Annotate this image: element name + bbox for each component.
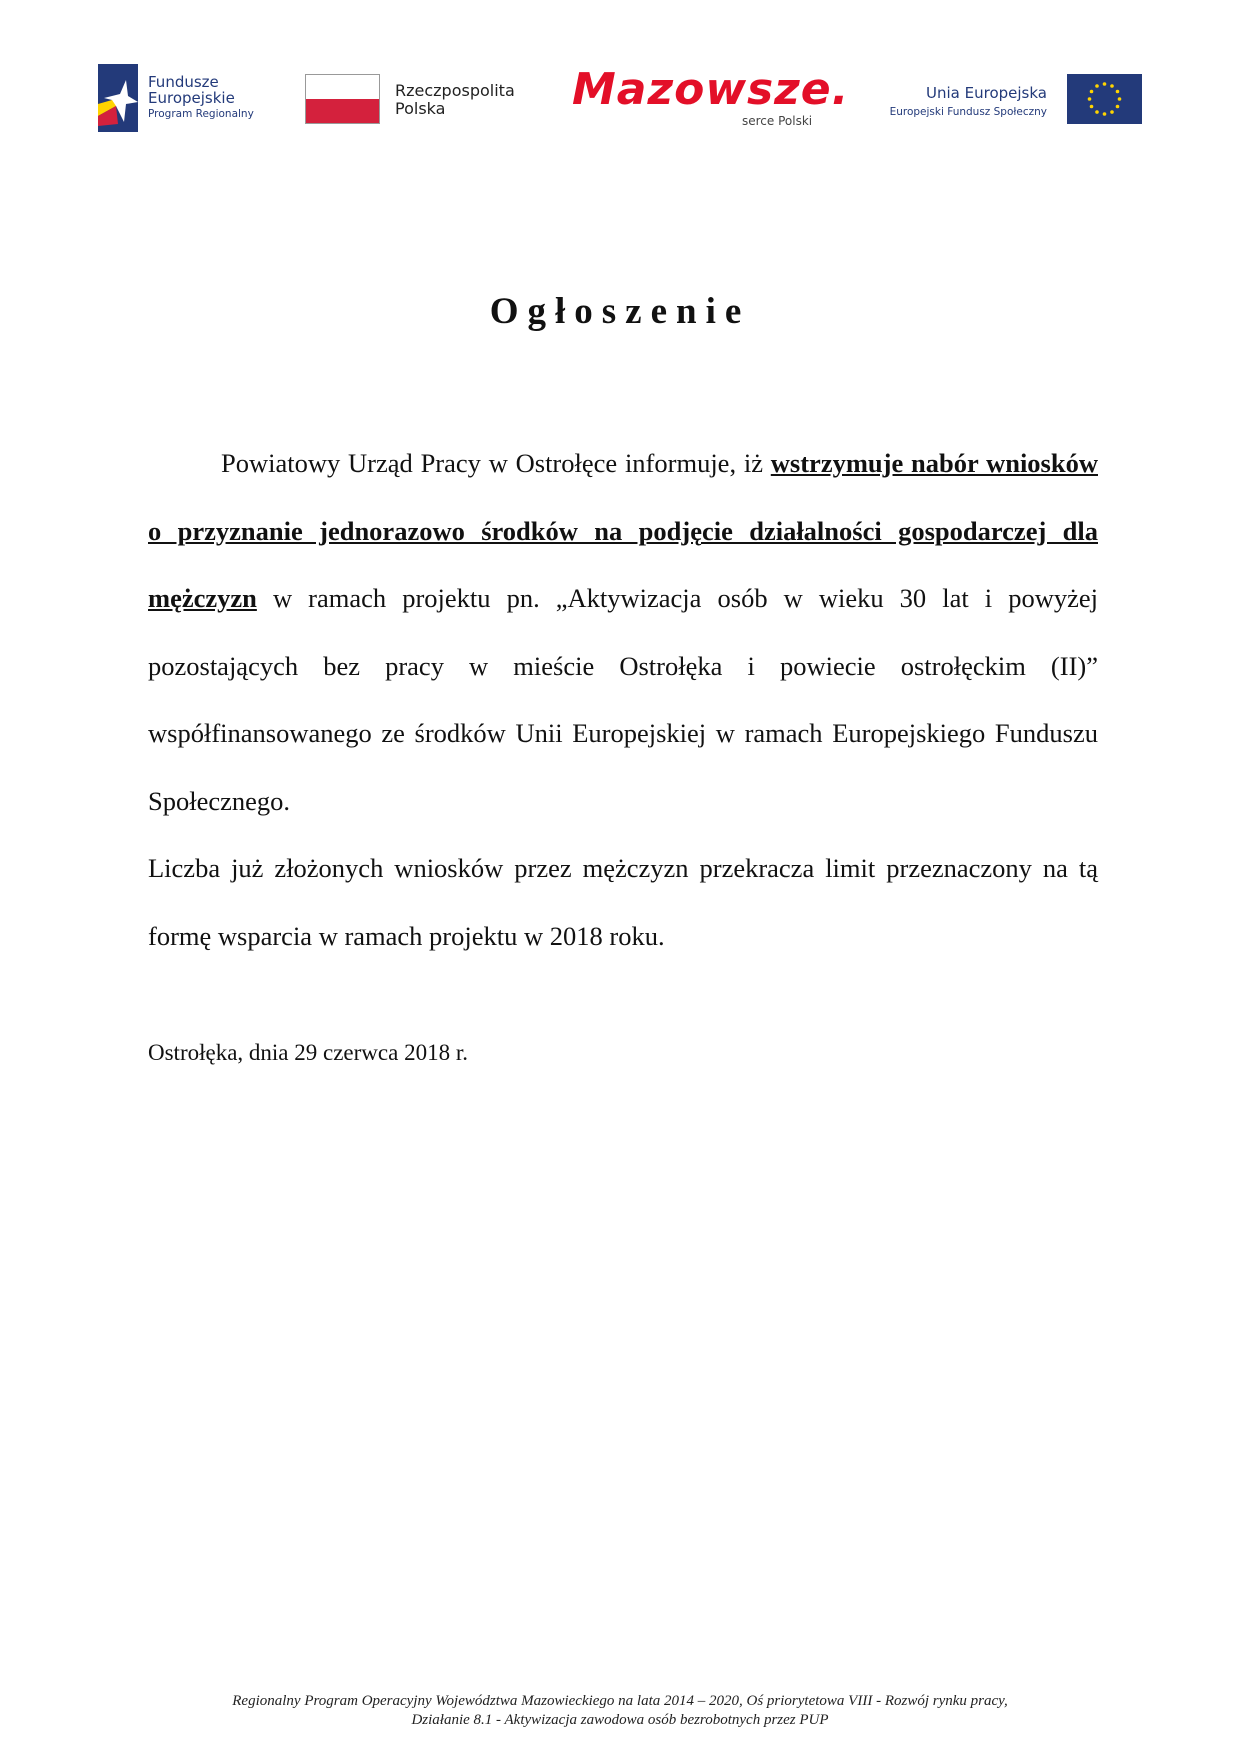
- mazowsze-logo: [572, 64, 850, 140]
- logo-bar: [0, 62, 1240, 142]
- eu-star-icon: [1088, 97, 1092, 101]
- footer-line1: Regionalny Program Operacyjny Województwa Mazowieckiego na lata 2014 – 2020, Oś priorytetowa VIII - Rozwój rynku pracy,: [232, 1693, 1008, 1709]
- fundusze-line1: Fundusze: [148, 73, 219, 91]
- paragraph-1: [148, 430, 1098, 835]
- eu-star-icon: [1095, 110, 1099, 114]
- eu-star-icon: [1116, 90, 1120, 94]
- fundusze-line3: Program Regionalny: [148, 108, 254, 120]
- eu-star-icon: [1103, 112, 1107, 116]
- eu-star-icon: [1090, 105, 1094, 109]
- footer-line2: Działanie 8.1 - Aktywizacja zawodowa osób bezrobotnych przez PUP: [411, 1712, 829, 1728]
- eu-star-icon: [1103, 82, 1107, 86]
- fundusze-star-icon: [98, 64, 138, 132]
- unia-europejska-logo: [880, 74, 1142, 130]
- rp-line2: Polska: [395, 99, 446, 118]
- eu-star-icon: [1110, 84, 1114, 88]
- eu-star-icon: [1090, 90, 1094, 94]
- eu-star-icon: [1116, 105, 1120, 109]
- eu-star-icon: [1118, 97, 1122, 101]
- footer: [0, 1692, 1240, 1730]
- fundusze-line2: Europejskie: [148, 89, 235, 107]
- mazowsze-wordmark: Mazowsze.: [572, 64, 850, 115]
- announcement-body: [148, 430, 1098, 970]
- mazowsze-tagline: serce Polski: [742, 114, 813, 128]
- eu-star-icon: [1095, 84, 1099, 88]
- rzeczpospolita-polska-logo: [305, 74, 535, 130]
- p1-intro: Powiatowy Urząd Pracy w Ostrołęce informuje, iż: [221, 448, 771, 478]
- date-line: Ostrołęka, dnia 29 czerwca 2018 r.: [148, 1040, 468, 1065]
- p1-rest: w ramach projektu pn. „Aktywizacja osób w wieku 30 lat i powyżej pozostających bez pracy w mieście Ostrołęka i powiecie ostrołęckim (II)” współfinansowanego ze środków Unii Europejskiej w ramach Europejskiego Funduszu Społecznego.: [148, 583, 1098, 816]
- eu-flag-icon: [1067, 74, 1142, 124]
- ue-line1: Unia Europejska: [926, 84, 1047, 102]
- page-title: Ogłoszenie: [489, 291, 751, 332]
- eu-star-icon: [1110, 110, 1114, 114]
- ue-line2: Europejski Fundusz Społeczny: [889, 106, 1047, 118]
- paragraph-2: Liczba już złożonych wniosków przez mężczyzn przekracza limit przeznaczony na tą formę wsparcia w ramach projektu w 2018 roku.: [148, 853, 1098, 951]
- rp-line1: Rzeczpospolita: [395, 81, 515, 100]
- fundusze-europejskie-logo: [98, 62, 268, 134]
- p1-highlight: wstrzymuje nabór wniosków o przyznanie jednorazowo środków na podjęcie działalności gospodarczej dla mężczyzn: [148, 448, 1098, 613]
- polish-flag-icon: [305, 74, 380, 124]
